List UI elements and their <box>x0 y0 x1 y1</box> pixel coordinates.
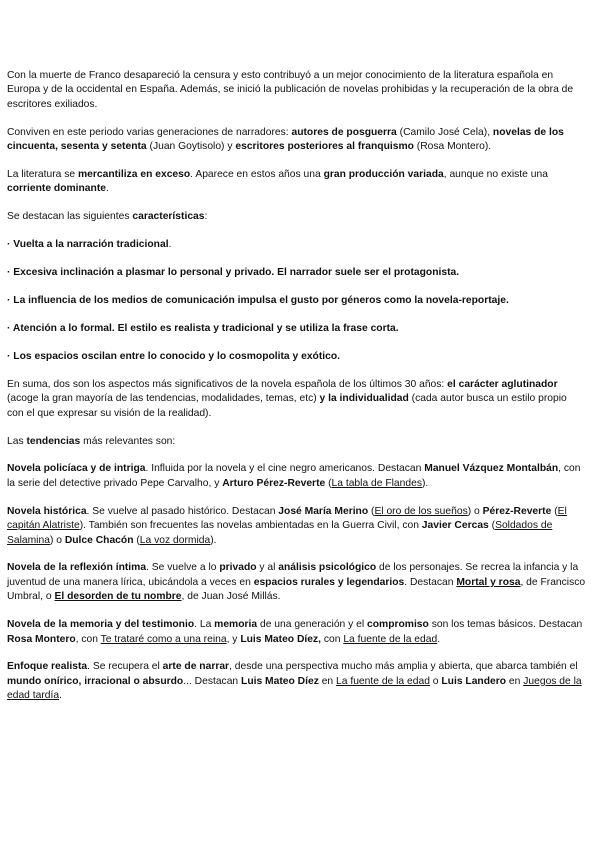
text: , aunque no existe una <box>443 169 548 181</box>
text: en <box>318 675 337 687</box>
text: más relevantes son: <box>80 435 176 447</box>
text: En suma, dos son los aspectos más significativos de la novela española de los últimos 30 años: <box>7 378 448 390</box>
bold-text: Enfoque realista <box>7 661 88 673</box>
bold-text: tendencias <box>26 435 81 447</box>
bold-text: La influencia de los medios de comunicación impulsa el gusto por géneros como la novela-reportaje. <box>13 295 509 307</box>
bold-text: características <box>132 211 205 223</box>
text: con <box>320 633 344 645</box>
text: La literatura se <box>7 169 78 181</box>
text: ( <box>325 477 332 489</box>
characteristic-item <box>7 238 586 252</box>
bold-text: Luis Mateo Díez <box>241 675 319 687</box>
book-title: La tabla de Flandes <box>331 477 422 489</box>
bold-text: Luis Mateo Díez, <box>240 633 321 645</box>
text: ( <box>368 505 375 517</box>
book-title: Mortal y rosa <box>456 576 521 588</box>
bold-text: el carácter aglutinador <box>447 378 558 390</box>
trend-realista <box>7 660 586 703</box>
text: de los personajes. Se recrea la infancia y la juventud de una manera lírica, ubicándola a veces en <box>7 562 579 588</box>
text: , y <box>226 633 241 645</box>
text: . <box>168 239 172 251</box>
text: , con <box>75 633 101 645</box>
text: (Rosa Montero). <box>413 141 492 153</box>
text: ) o <box>49 534 65 546</box>
bold-text: Atención a lo formal. El estilo es realista y tradicional y se utiliza la frase corta. <box>12 322 399 334</box>
characteristics-intro <box>7 210 586 224</box>
bold-text: Rosa Montero <box>7 633 76 645</box>
book-title: La fuente de la edad <box>336 675 430 687</box>
bold-text: José María Merino <box>278 505 369 517</box>
bullet: · <box>7 295 14 307</box>
text: ( <box>551 505 558 517</box>
text: . Se vuelve al pasado histórico. Destacan <box>86 505 279 517</box>
text: Conviven en este periodo varias generaciones de narradores: <box>7 126 292 138</box>
bold-text: mercantiliza en exceso <box>77 169 191 181</box>
bold-text: Los espacios oscilan entre lo conocido y lo cosmopolita y exótico. <box>13 350 341 362</box>
book-title: El oro de los sueños <box>374 505 468 517</box>
trend-reflexion <box>7 561 586 604</box>
book-title: Soldados de Salamina <box>7 520 553 546</box>
book-title: La voz dormida <box>139 534 211 546</box>
text: ( <box>488 520 496 532</box>
text: Las <box>7 435 27 447</box>
book-title: Juegos de la edad tardía <box>7 675 582 702</box>
text: : <box>204 211 208 223</box>
market-paragraph <box>7 168 586 197</box>
trend-historica <box>7 505 586 548</box>
text: . <box>59 690 62 702</box>
book-title: El capitán Alatriste <box>7 505 567 532</box>
text: (Camilo José Cela), <box>396 126 493 138</box>
bold-text: Arturo Pérez-Reverte <box>222 477 326 489</box>
text: (cada autor busca un estilo propio con el que expresar su visión de la realidad). <box>7 393 567 419</box>
text: . Destacan <box>404 576 457 588</box>
bold-text: Excesiva inclinación a plasmar lo personal y privado. El narrador suele ser el protagonista. <box>13 267 460 279</box>
text: o <box>429 675 442 687</box>
bold-text: novelas de los cincuenta, sesenta y setenta <box>7 126 564 153</box>
bold-text: memoria <box>214 619 258 631</box>
text: , con la serie del detective privado Pepe Carvalho, y <box>7 463 581 489</box>
bold-text: gran producción variada <box>323 169 444 181</box>
text: (Juan Goytisolo) y <box>146 141 236 153</box>
text: ( <box>133 534 140 546</box>
bullet: · <box>7 239 14 251</box>
characteristic-item <box>7 294 586 308</box>
text: . <box>105 183 109 195</box>
bold-text: Javier Cercas <box>421 520 489 532</box>
text: . Se recupera el <box>87 661 163 673</box>
bold-text: mundo onírico, irracional o absurdo <box>7 675 184 687</box>
bold-text: Luis Landero <box>441 675 507 687</box>
text: , desde una perspectiva mucho más amplia y abierta, que abarca también el <box>229 661 578 673</box>
text: . Aparece en estos años una <box>190 169 324 181</box>
bold-text: Dulce Chacón <box>64 534 134 546</box>
bold-text: Manuel Vázquez Montalbán <box>424 463 559 475</box>
bold-text: Novela policíaca y de intriga <box>7 463 146 475</box>
text: , de Juan José Millás. <box>181 591 281 603</box>
bold-text: Pérez-Reverte <box>482 505 552 517</box>
text: son los temas básicos. Destacan <box>428 619 583 631</box>
book-title: La fuente de la edad <box>343 633 438 645</box>
bold-text: privado <box>219 562 257 574</box>
trend-policiaca <box>7 462 586 491</box>
intro-paragraph <box>7 69 586 112</box>
text: . Se vuelve a lo <box>146 562 220 574</box>
characteristic-item <box>7 322 586 336</box>
bold-text: y la individualidad <box>319 393 409 405</box>
text: ). <box>421 477 429 489</box>
text: ). También son frecuentes las novelas ambientadas en la Guerra Civil, con <box>79 520 422 532</box>
bold-text: autores de posguerra <box>291 126 397 138</box>
text: ) o <box>467 505 483 517</box>
characteristic-item <box>7 350 586 364</box>
book-title: El desorden de tu nombre <box>54 591 182 603</box>
text: de una generación y el <box>257 619 368 631</box>
bold-text: escritores posteriores al franquismo <box>235 141 414 153</box>
text: . <box>437 633 441 645</box>
text: , de Francisco Umbral, o <box>7 576 586 603</box>
bullet: · <box>7 322 13 334</box>
bold-text: compromiso <box>367 619 429 631</box>
characteristic-item <box>7 266 586 280</box>
bold-text: Vuelta a la narración tradicional <box>13 239 169 251</box>
bullet: · <box>7 350 14 362</box>
bold-text: corriente dominante <box>7 183 106 195</box>
text: y al <box>256 562 279 574</box>
text: Se destacan las siguientes <box>7 211 133 223</box>
generations-paragraph <box>7 126 586 155</box>
text: ). <box>210 534 217 546</box>
bold-text: espacios rurales y legendarios <box>253 576 405 588</box>
bold-text: análisis psicológico <box>278 562 377 574</box>
bold-text: arte de narrar <box>162 661 230 673</box>
text: en <box>506 675 524 687</box>
text: . Influida por la novela y el cine negro americanos. Destacan <box>145 463 425 475</box>
trend-memoria <box>7 618 586 647</box>
summary-paragraph <box>7 378 586 421</box>
text: (acoge la gran mayoría de las tendencias, modalidades, temas, etc) <box>7 393 320 405</box>
bold-text: Novela histórica <box>7 505 87 517</box>
text: Con la muerte de Franco desapareció la censura y esto contribuyó a un mejor conocimiento de la literatura española en Europa y de la occidental en España. Además, se inició la publicación de novelas prohibidas y la recuperación de la obra de escritores exiliados. <box>7 70 574 110</box>
bold-text: Novela de la memoria y del testimonio <box>7 619 195 631</box>
bold-text: Novela de la reflexión íntima <box>7 562 147 574</box>
text: . La <box>194 619 215 631</box>
book-title: Te trataré como a una reina <box>100 633 227 645</box>
trends-intro <box>7 435 586 449</box>
text: ... Destacan <box>183 675 242 687</box>
bullet: · <box>7 267 14 279</box>
